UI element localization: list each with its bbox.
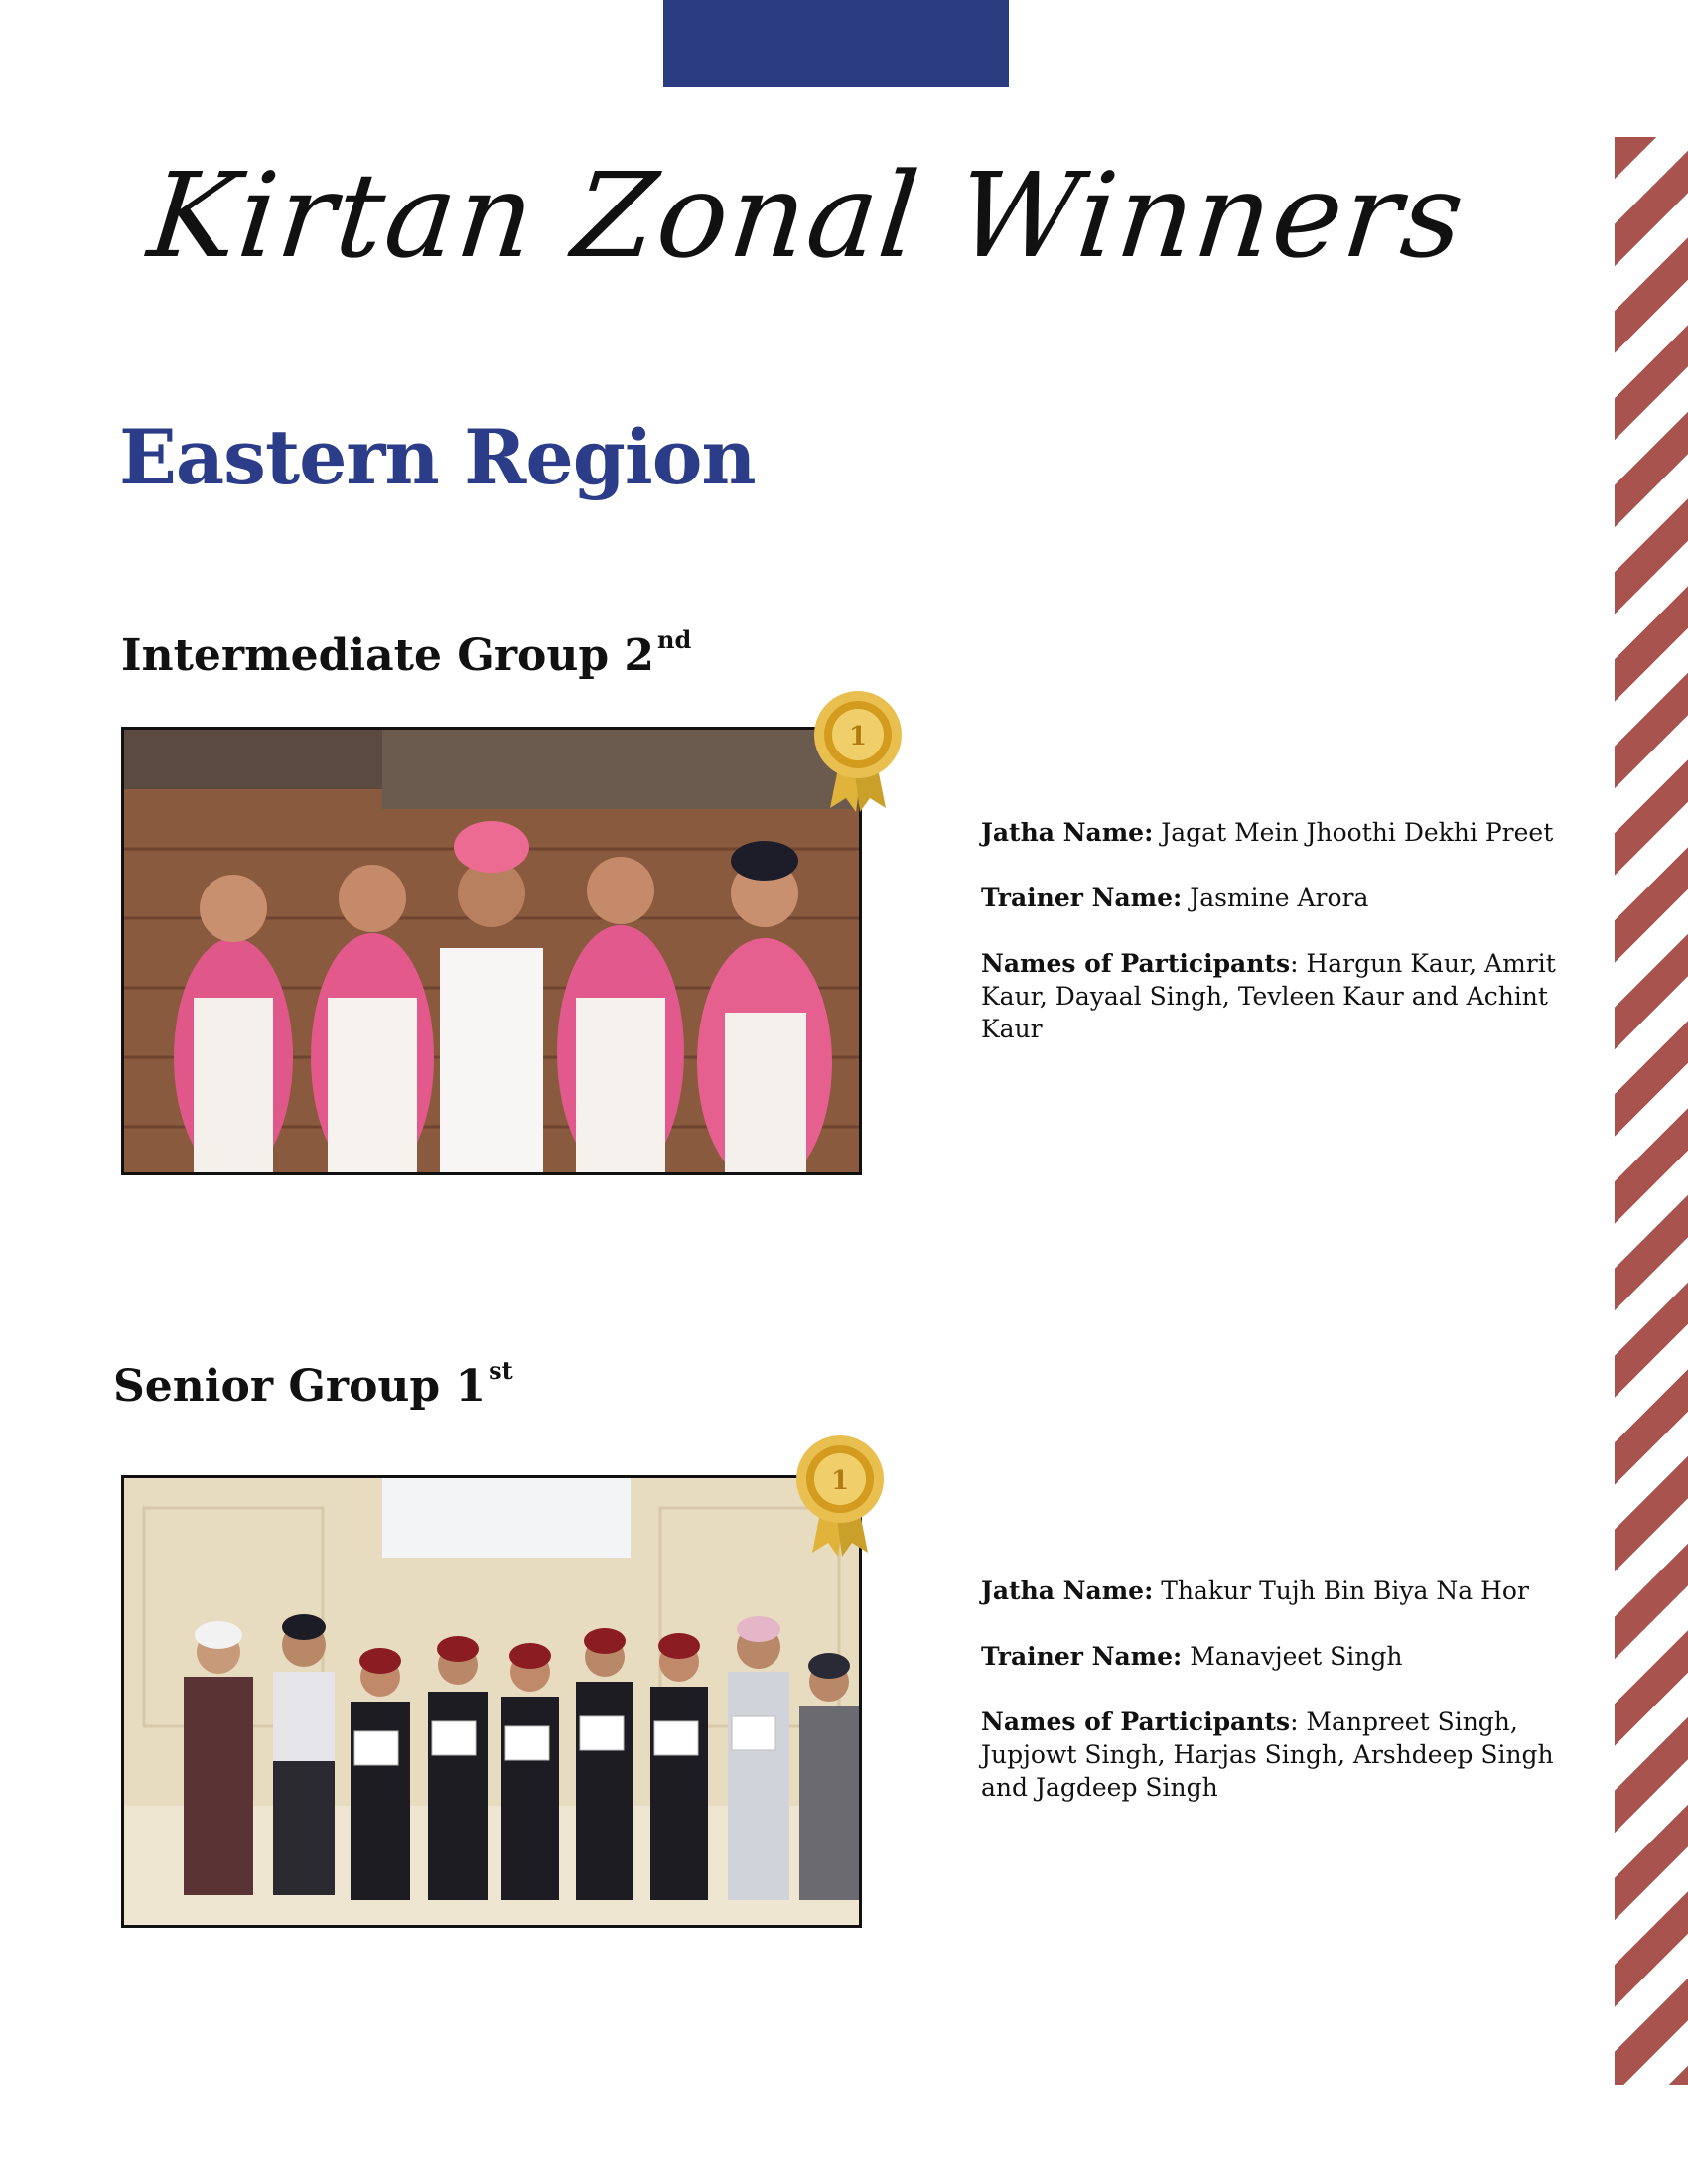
svg-text:1: 1 — [830, 1466, 850, 1496]
region-heading: Eastern Region — [119, 413, 756, 501]
svg-text:1: 1 — [848, 722, 868, 751]
group-heading-senior — [113, 1356, 513, 1412]
page-title: Kirtan Zonal Winners — [142, 147, 1473, 284]
group-heading-intermediate — [121, 625, 691, 681]
jatha-name-line — [981, 816, 1577, 849]
trainer-name-value: Jasmine Arora — [1182, 884, 1369, 912]
group-photo-senior — [121, 1475, 862, 1928]
jatha-name-label: Jatha Name: — [981, 818, 1154, 847]
jatha-name-label: Jatha Name: — [981, 1576, 1154, 1605]
group-details-intermediate — [981, 816, 1577, 1078]
group-photo-intermediate — [121, 727, 862, 1175]
jatha-name-value: Jagat Mein Jhoothi Dekhi Preet — [1153, 818, 1554, 847]
trainer-name-line — [981, 1640, 1577, 1673]
place-suffix: nd — [657, 625, 692, 654]
group-details-senior — [981, 1574, 1577, 1837]
top-header-bar — [663, 0, 1009, 87]
award-medal-icon — [794, 1433, 886, 1565]
participants-line — [981, 947, 1577, 1045]
award-medal-icon — [812, 689, 904, 820]
decorative-stripe-border — [1615, 137, 1688, 2085]
participants-label: Names of Participants — [981, 949, 1291, 978]
participants-line — [981, 1706, 1577, 1804]
jatha-name-value: Thakur Tujh Bin Biya Na Hor — [1153, 1576, 1529, 1605]
group-heading-text: Senior Group 1 — [113, 1361, 487, 1412]
trainer-name-line — [981, 882, 1577, 914]
participants-value: : Manpreet Singh, Jupjowt Singh, Harjas Singh, Arshdeep Singh and Jagdeep Singh — [981, 1707, 1554, 1802]
jatha-name-line — [981, 1574, 1577, 1607]
place-suffix: st — [489, 1356, 513, 1385]
participants-value: : Hargun Kaur, Amrit Kaur, Dayaal Singh, Tevleen Kaur and Achint Kaur — [981, 949, 1556, 1043]
trainer-name-label: Trainer Name: — [981, 1642, 1183, 1671]
group-heading-text: Intermediate Group 2 — [121, 630, 655, 681]
participants-label: Names of Participants — [981, 1707, 1291, 1736]
trainer-name-label: Trainer Name: — [981, 884, 1183, 912]
trainer-name-value: Manavjeet Singh — [1182, 1642, 1403, 1671]
